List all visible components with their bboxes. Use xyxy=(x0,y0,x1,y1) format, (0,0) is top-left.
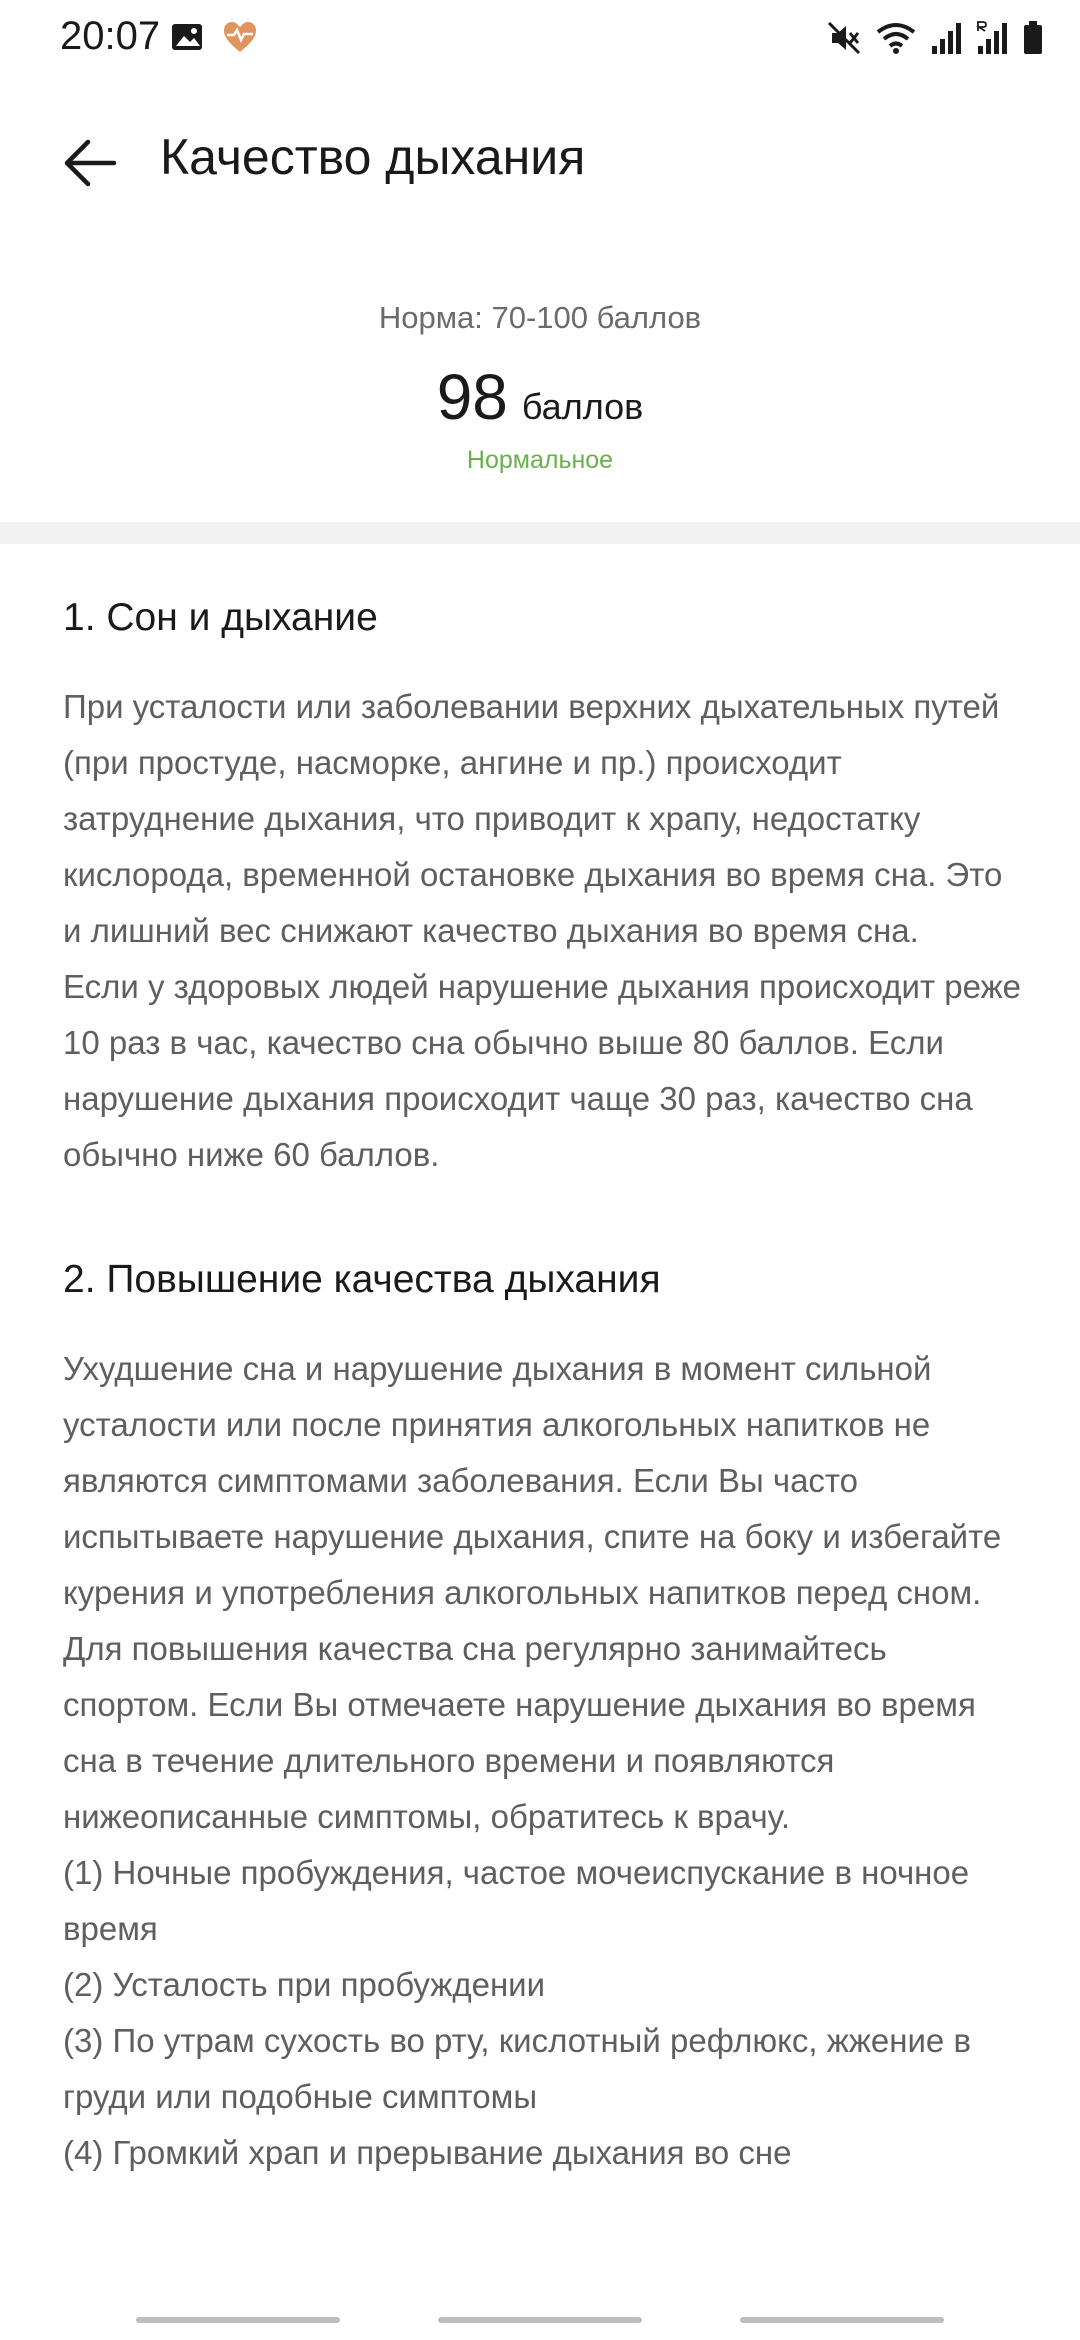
symptom-item: (1) Ночные пробуждения, частое мочеиспускание в ночное время xyxy=(63,1854,970,1947)
arrow-left-icon xyxy=(56,128,126,198)
back-button[interactable] xyxy=(56,128,126,198)
nav-home-button[interactable] xyxy=(438,2317,642,2323)
section-title: 2. Повышение качества дыхания xyxy=(63,1258,661,1301)
score-value: 98 xyxy=(436,361,508,433)
section-gap xyxy=(63,1183,1023,1247)
symptom-item: (4) Громкий храп и прерывание дыхания во сне xyxy=(63,2134,792,2171)
score-line xyxy=(0,360,1080,434)
info-content[interactable] xyxy=(63,585,1023,2300)
section-title: 1. Сон и дыхание xyxy=(63,596,378,639)
score-unit: баллов xyxy=(521,386,644,427)
signal-icon xyxy=(930,20,964,61)
wifi-icon xyxy=(874,20,918,61)
status-left-icons xyxy=(170,20,258,59)
score-status-label: Нормальное xyxy=(466,446,614,474)
score-summary xyxy=(0,300,1080,475)
norm-range-text: Норма: 70-100 баллов xyxy=(378,300,702,335)
app-header xyxy=(0,110,1080,210)
status-right-icons xyxy=(826,20,1044,61)
status-time: 20:07 xyxy=(60,14,161,58)
section-divider xyxy=(0,522,1080,544)
section-sleep-breathing xyxy=(63,585,1023,1183)
nav-back-button[interactable] xyxy=(740,2317,944,2323)
roaming-signal-icon xyxy=(976,20,1010,61)
navigation-bar xyxy=(0,2300,1080,2340)
section-paragraph: Ухудшение сна и нарушение дыхания в момент сильной усталости или после принятия алкогольных напитков не являются симптомами заболевания. Если Вы часто испытываете нарушение дыхания, спите на боку и избегайте курения и употребления алкогольных напитков перед сном. Для повышения качества сна регулярно занимайтесь спортом. Если Вы отмечаете нарушение дыхания во время сна в течение длительного времени и появляются нижеописанные симптомы, обратитесь к врачу. xyxy=(63,1350,1002,1835)
section-paragraph: Если у здоровых людей нарушение дыхания происходит реже 10 раз в час, качество сна обычно выше 80 баллов. Если нарушение дыхания происходит чаще 30 раз, качество сна обычно ниже 60 баллов. xyxy=(63,968,1022,1173)
page-title: Качество дыхания xyxy=(160,129,586,185)
status-bar xyxy=(0,0,1080,80)
section-improve-breathing xyxy=(63,1247,1023,2181)
heart-pulse-icon xyxy=(222,20,258,59)
image-icon xyxy=(170,20,204,59)
symptom-item: (3) По утрам сухость во рту, кислотный рефлюкс, жжение в груди или подобные симптомы xyxy=(63,2022,971,2115)
nav-recents-button[interactable] xyxy=(136,2317,340,2323)
section-paragraph: При усталости или заболевании верхних дыхательных путей (при простуде, насморке, ангине и пр.) происходит затруднение дыхания, что приводит к храпу, недостатку кислорода, временной остановке дыхания во время сна. Это и лишний вес снижают качество дыхания во время сна. xyxy=(63,688,1003,949)
mute-icon xyxy=(826,20,862,61)
battery-icon xyxy=(1022,20,1044,61)
symptom-item: (2) Усталость при пробуждении xyxy=(63,1966,546,2003)
